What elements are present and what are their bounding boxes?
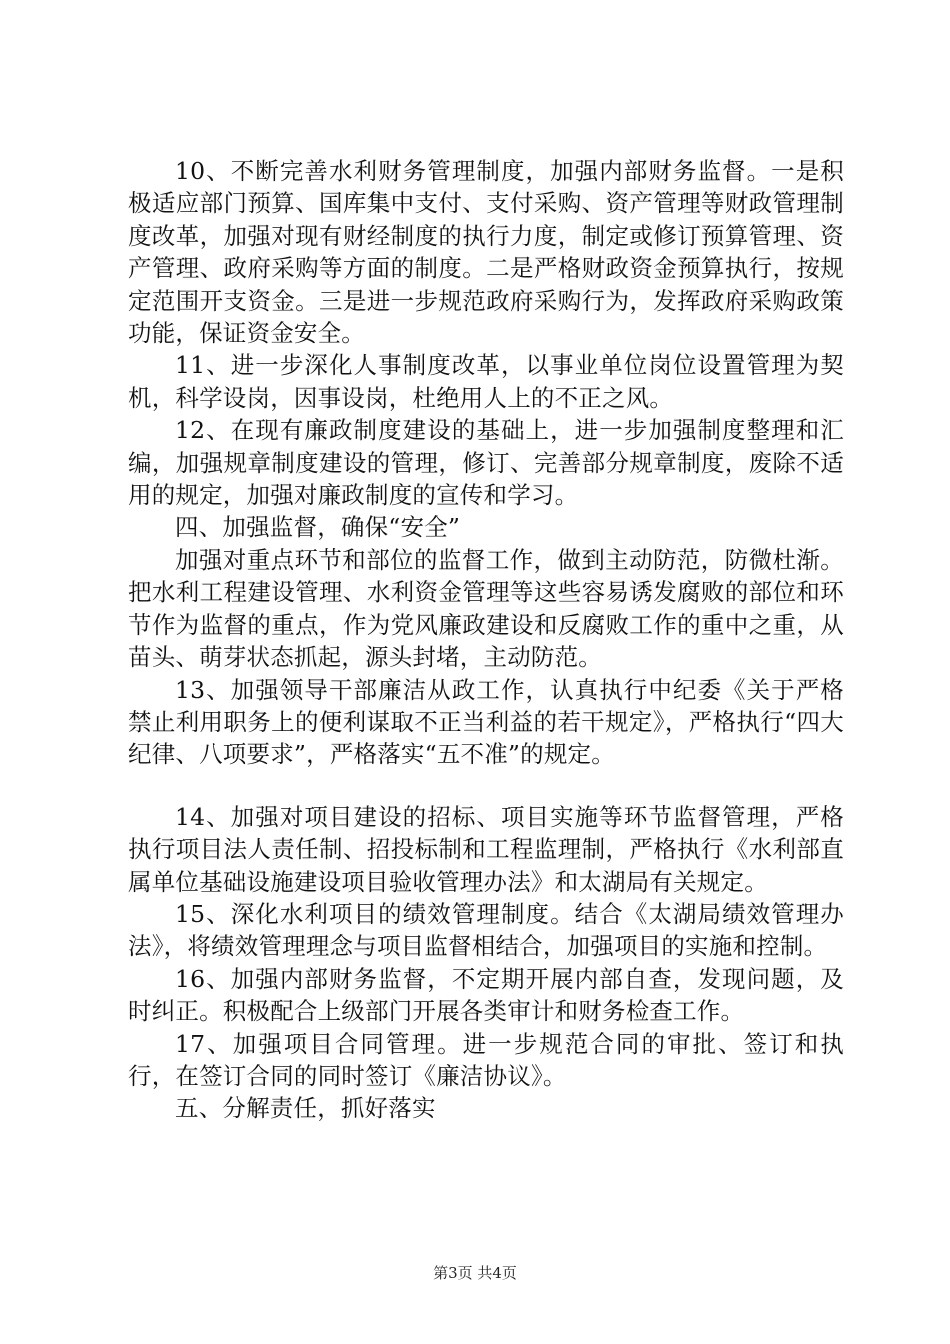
page-number-footer: 第3页 共4页 [433, 1264, 517, 1282]
section-intro-paragraph: 加强对重点环节和部位的监督工作，做到主动防范，防微杜渐。把水利工程建设管理、水利资金管理等这些容易诱发腐败的部位和环节作为监督的重点，作为党风廉政建设和反腐败工作的重中之重，从苗头、萌芽状态抓起，源头封堵，主动防范。 [128, 545, 844, 672]
paragraph-item-17: 17、加强项目合同管理。进一步规范合同的审批、签订和执行，在签订合同的同时签订《廉洁协议》。 [128, 1029, 844, 1090]
paragraph-item-14: 14、加强对项目建设的招标、项目实施等环节监督管理，严格执行项目法人责任制、招投标制和工程监理制，严格执行《水利部直属单位基础设施建设项目验收管理办法》和太湖局有关规定。 [128, 802, 844, 896]
paragraph-item-10: 10、不断完善水利财务管理制度，加强内部财务监督。一是积极适应部门预算、国库集中支付、支付采购、资产管理等财政管理制度改革，加强对现有财经制度的执行力度，制定或修订预算管理、资产管理、政府采购等方面的制度。二是严格财政资金预算执行，按规定范围开支资金。三是进一步规范政府采购行为，发挥政府采购政策功能，保证资金安全。 [128, 157, 844, 348]
paragraph-item-12: 12、在现有廉政制度建设的基础上，进一步加强制度整理和汇编，加强规章制度建设的管理，修订、完善部分规章制度，废除不适用的规定，加强对廉政制度的宣传和学习。 [128, 416, 844, 510]
paragraph-item-13: 13、加强领导干部廉洁从政工作，认真执行中纪委《关于严格禁止利用职务上的便利谋取不正当利益的若干规定》，严格执行“四大纪律、八项要求”，严格落实“五不准”的规定。 [128, 675, 844, 769]
document-body [128, 155, 844, 1125]
paragraph-item-11: 11、进一步深化人事制度改革，以事业单位岗位设置管理为契机，科学设岗，因事设岗，杜绝用人上的不正之风。 [128, 351, 844, 412]
paragraph-item-16: 16、加强内部财务监督，不定期开展内部自查，发现问题，及时纠正。积极配合上级部门开展各类审计和财务检查工作。 [128, 964, 844, 1026]
section-heading-4: 四、加强监督，确保“安全” [175, 513, 461, 542]
section-heading-5: 五、分解责任，抓好落实 [175, 1094, 436, 1123]
paragraph-item-15: 15、深化水利项目的绩效管理制度。结合《太湖局绩效管理办法》，将绩效管理理念与项目监督相结合，加强项目的实施和控制。 [128, 899, 844, 961]
